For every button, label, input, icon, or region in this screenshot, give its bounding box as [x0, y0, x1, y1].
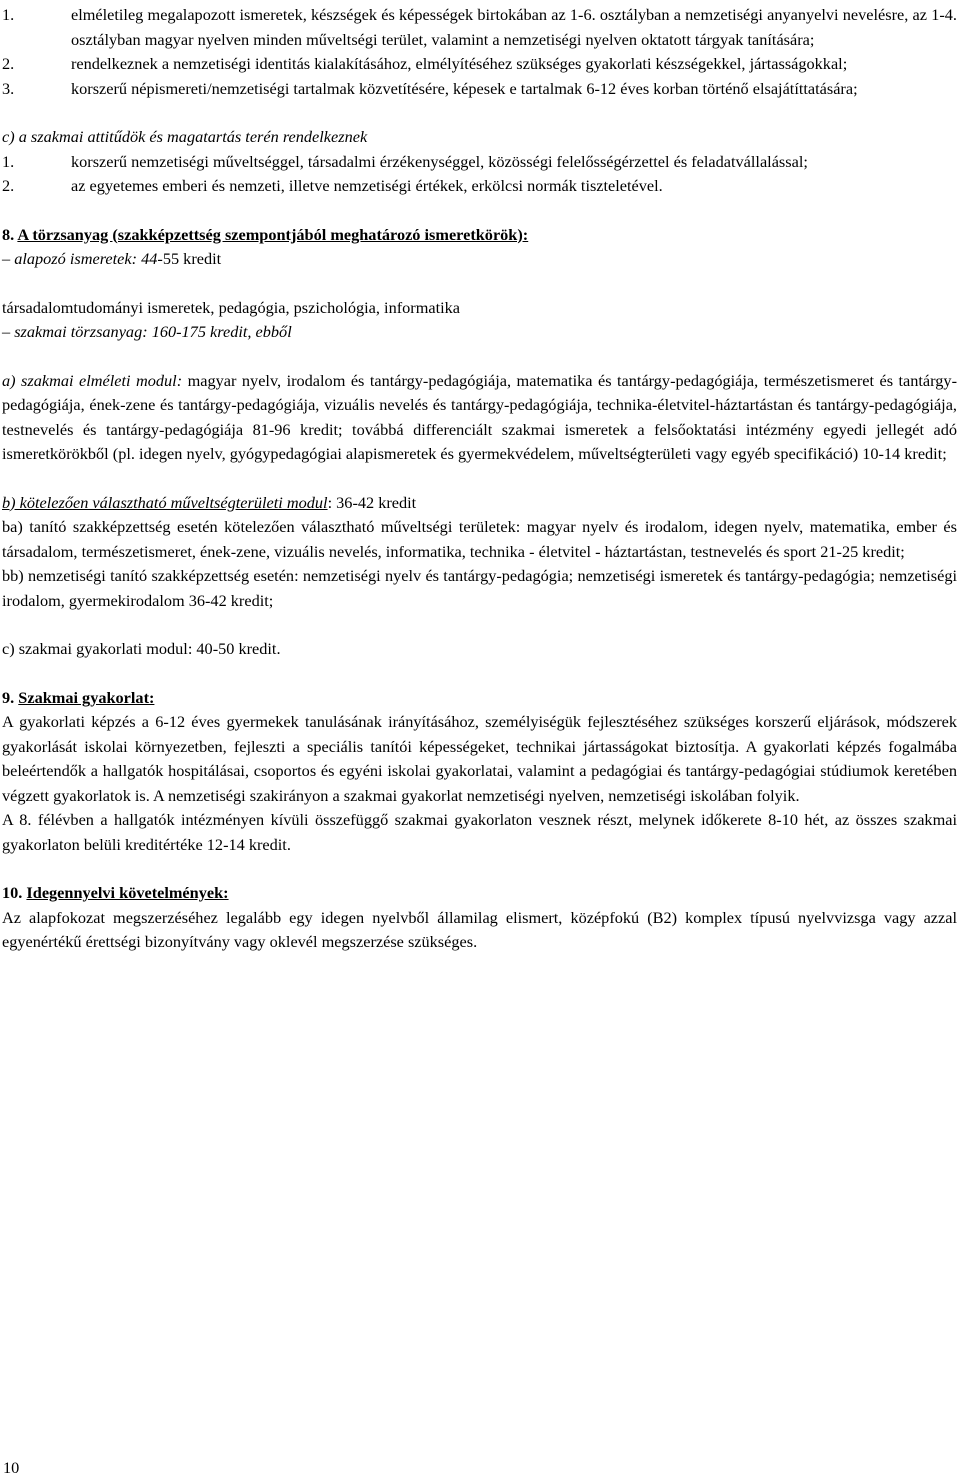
list-number: 1.	[2, 5, 15, 24]
module-a-label: a) szakmai elméleti modul:	[2, 370, 183, 390]
list-item	[0, 77, 960, 102]
list-text: elméletileg megalapozott ismeretek, készségek és képességek birtokában az 1-6. osztályban a nemzetiségi anyanyelvi nevelésre, az 1-4. osztályban magyar nyelven minden műveltségi terület, valamint a nemzetiségi nyelven oktatott tárgyak tanítására;	[71, 5, 957, 49]
list-item	[0, 150, 960, 175]
list-number: 2.	[2, 54, 15, 73]
list-text: rendelkeznek a nemzetiségi identitás kialakításához, elmélyítéséhez szükséges gyakorlati készségekkel, jártasságokkal;	[71, 54, 848, 73]
section-8-heading	[0, 223, 960, 248]
paragraph: A 8. félévben a hallgatók intézményen kívüli összefüggő szakmai gyakorlaton vesznek részt, melynek időkerete 8-10 hét, az összes szakmai gyakorlaton belüli kreditértéke 12-14 kredit.	[2, 810, 957, 854]
list-text: korszerű nemzetiségi műveltséggel, társadalmi érzékenységgel, közösségi felelősségérzettel és feladatvállalással;	[71, 151, 808, 171]
module-b-value: : 36-42 kredit	[327, 492, 417, 512]
list-item	[0, 3, 960, 52]
list-number: 2.	[2, 176, 15, 195]
paragraph: Az alapfokozat megszerzéséhez legalább egy idegen nyelvből államilag elismert, középfokú (B2) komplex típusú nyelvvizsga vagy azzal egyenértékű érettségi bizonyítvány vagy oklevél megszerzése szükséges.	[2, 907, 957, 951]
list-text: az egyetemes emberi és nemzeti, illetve nemzetiségi értékek, erkölcsi normák tiszteletével.	[71, 176, 663, 195]
section-9-heading	[0, 686, 960, 711]
list-item	[0, 52, 960, 77]
torzs-label: – szakmai törzsanyag: 160-175 kredit, ebből	[2, 322, 292, 341]
paragraph: A gyakorlati képzés a 6-12 éves gyermekek tanulásának irányításához, személyiségük fejlesztéséhez szükséges korszerű eljárások, módszerek gyakorlását iskolai környezetben, fejleszti a speciális tanítói képességeket, technikai jártasságokat biztosítja. A gyakorlati képzés fogalmába beleértendők a hallgatók hospitálásai, csoportos és egyéni iskolai gyakorlatai, valamint a pedagógiai és tantárgy-pedagógiai stúdiumok keretében végzett gyakorlatok is. A nemzetiségi szakirányon a szakmai gyakorlat nemzetiségi nyelven, nemzetiségi iskolában folyik.	[2, 712, 957, 805]
alapozo-value: -55 kredit	[157, 249, 222, 268]
section-number: 8.	[2, 224, 18, 244]
section-number: 9.	[2, 687, 19, 707]
module-a	[0, 369, 960, 467]
section-title: A törzsanyag (szakképzettség szempontjából meghatározó ismeretkörök):	[17, 224, 529, 244]
section-10-heading	[0, 881, 960, 906]
alapozo-label: – alapozó ismeretek: 44	[2, 249, 158, 268]
alapozo-list: társadalomtudományi ismeretek, pedagógia, pszichológia, informatika	[2, 297, 460, 317]
list-item	[0, 174, 960, 199]
module-b	[0, 491, 960, 516]
list-number: 3.	[2, 78, 15, 98]
module-b-label: b) kötelezően választható műveltségterületi modul	[2, 492, 328, 512]
module-ba: ba) tanító szakképzettség esetén kötelezően választható műveltségi területek: magyar nyelv és irodalom, idegen nyelv, matematika, ember és társadalom, természetismeret, ének-zene, vizuális nevelés, informatika, technika - életvitel - háztartástan, testnevelés és sport 21-25 kredit;	[2, 517, 957, 561]
module-a-text: magyar nyelv, irodalom és tantárgy-pedagógiája, matematika és tantárgy-pedagógiája, természetismeret és tantárgy-pedagógiája, ének-zene és tantárgy-pedagógiája, vizuális nevelés és tantárgy-pedagógiája, technika-életvitel-háztartástan és tantárgy-pedagógiája, testnevelés és tantárgy-pedagógiája 81-96 kredit; továbbá differenciált szakmai ismeretek a felsőoktatási intézmény egyedi jellegét adó ismeretkörökből (pl. idegen nyelv, gyógypedagógiai alapismeretek és gyermekvédelem, műveltségterületi vagy egyéb specifikáció) 10-14 kredit;	[2, 370, 957, 463]
module-bb: bb) nemzetiségi tanító szakképzettség esetén: nemzetiségi nyelv és tantárgy-pedagógia; nemzetiségi ismeretek és tantárgy-pedagógia; nemzetiségi irodalom, gyermekirodalom 36-42 kredit;	[2, 566, 957, 610]
alapozo-line	[0, 247, 960, 272]
attitudes-heading: c) a szakmai attitűdök és magatartás terén rendelkeznek	[2, 127, 368, 146]
section-title: Idegennyelvi követelmények:	[26, 883, 229, 902]
document-page	[0, 3, 960, 955]
section-title: Szakmai gyakorlat:	[18, 687, 155, 707]
list-number: 1.	[2, 151, 15, 171]
section-number: 10.	[2, 883, 27, 902]
list-text: korszerű népismereti/nemzetiségi tartalmak közvetítésére, képesek e tartalmak 6-12 éves korban történő elsajátíttatására;	[71, 78, 858, 98]
page-number: 10	[3, 1458, 20, 1477]
module-c: c) szakmai gyakorlati modul: 40-50 kredit.	[2, 639, 281, 658]
